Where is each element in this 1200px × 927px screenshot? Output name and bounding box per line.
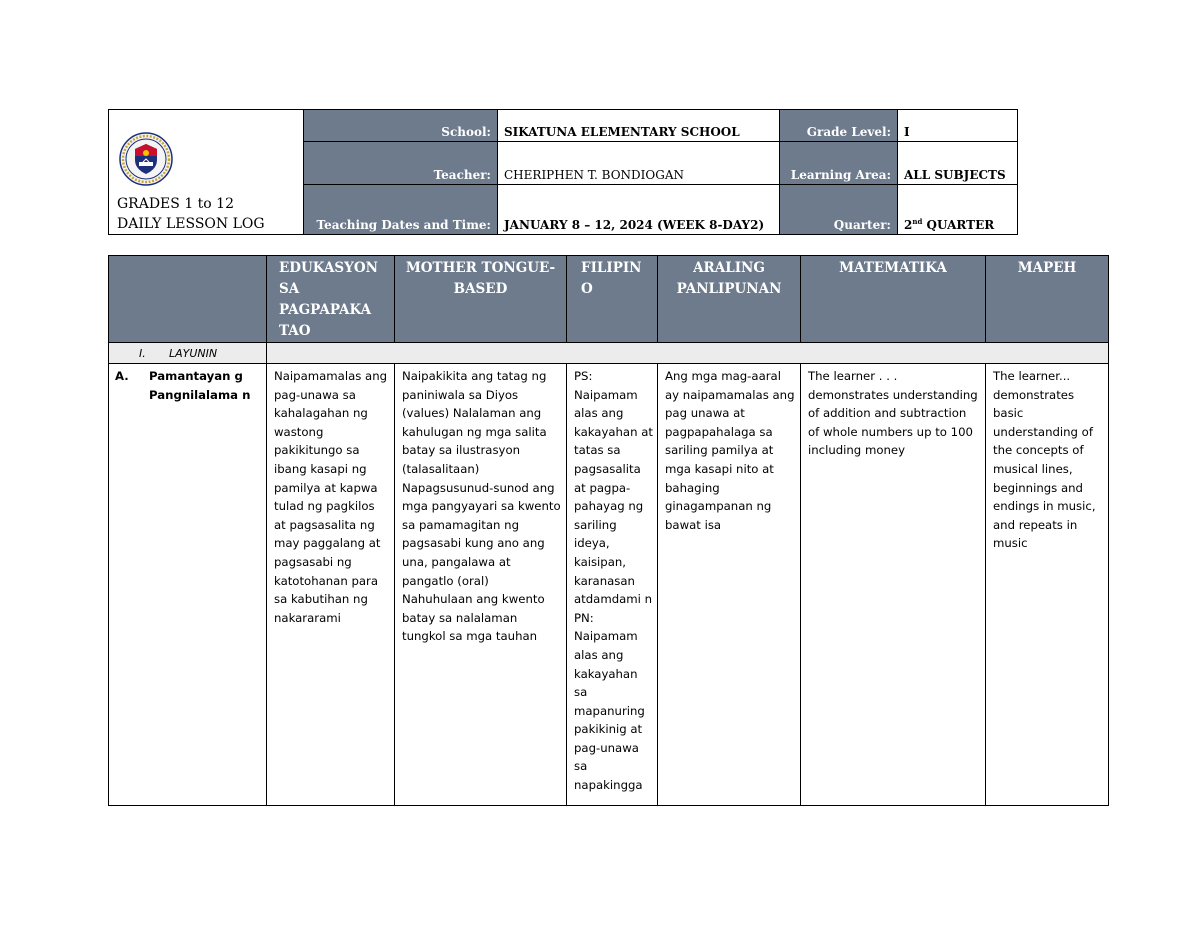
grade-level-label: Grade Level: xyxy=(780,110,898,142)
teacher-label: Teacher: xyxy=(304,142,498,185)
row-label-text: Pamantayan g Pangnilalama n xyxy=(149,369,251,402)
subject-header-math: MATEMATIKA xyxy=(801,256,986,343)
teacher-value: CHERIPHEN T. BONDIOGAN xyxy=(498,142,780,185)
grade-level-value: I xyxy=(898,110,1018,142)
cell-mapeh: The learner... demonstrates basic understanding of the concepts of musical lines, beginnings and endings in music, and repeats in music xyxy=(986,364,1109,806)
subject-header-esp: EDUKASYON SA PAGPAPAKA TAO xyxy=(267,256,395,343)
subject-header-filipino: FILIPIN O xyxy=(567,256,658,343)
cell-filipino xyxy=(567,364,658,806)
deped-seal-icon xyxy=(119,132,173,186)
subject-header-mapeh: MAPEH xyxy=(986,256,1109,343)
cell-mtb: Naipakikita ang tatag ng paniniwala sa Diyos (values) Nalalaman ang kahulugan ng mga salita batay sa ilustrasyon (talasalitaan) Napagsusunud-sunod ang mga pangyayari sa kwento sa pamamagitan ng pagsasabi kung ano ang una, pangalawa at pangatlo (oral) Nahuhulaan ang kwento batay sa nalalaman tungkol sa mga tauhan xyxy=(395,364,567,806)
learning-area-label: Learning Area: xyxy=(780,142,898,185)
teaching-dates-label: Teaching Dates and Time: xyxy=(304,185,498,235)
row-letter: A. xyxy=(115,369,129,383)
quarter-word: QUARTER xyxy=(922,218,995,232)
quarter-suffix: nd xyxy=(912,217,923,226)
cell-esp: Naipamamalas ang pag-unawa sa kahalagahan ng wastong pakikitungo sa ibang kasapi ng pamilya at kapwa tulad ng pagkilos at pagsasalita ng may paggalang at pagsasabi ng katotohanan para sa kabutihan ng nakararami xyxy=(267,364,395,806)
teaching-dates-value: JANUARY 8 – 12, 2024 (WEEK 8-DAY2) xyxy=(498,185,780,235)
grades-title: GRADES 1 to 12 xyxy=(117,196,234,212)
row-label-pamantayang-pangnilalaman xyxy=(109,364,267,806)
learning-area-value: ALL SUBJECTS xyxy=(898,142,1018,185)
section-number: I. xyxy=(139,346,146,360)
quarter-label: Quarter: xyxy=(780,185,898,235)
header-table xyxy=(108,109,1018,235)
section-layunin-label xyxy=(109,343,267,364)
cell-filipino-text: PS: Naipamam alas ang kakayahan at tatas sa pagsasalita at pagpa- pahayag ng sariling ideya, kaisipan, karanasan atdamdami n PN: Naipamam alas ang kakayahan sa mapanuring pakikinig at pag-unawa sa napakingga xyxy=(574,369,653,793)
lesson-table xyxy=(108,255,1109,806)
subject-header-mtb: MOTHER TONGUE-BASED xyxy=(395,256,567,343)
daily-lesson-log-title: DAILY LESSON LOG xyxy=(117,216,265,232)
school-value: SIKATUNA ELEMENTARY SCHOOL xyxy=(498,110,780,142)
subject-header-ap: ARALING PANLIPUNAN xyxy=(658,256,801,343)
logo-cell xyxy=(109,110,304,235)
cell-math: The learner . . . demonstrates understanding of addition and subtraction of whole numbers up to 100 including money xyxy=(801,364,986,806)
section-title: LAYUNIN xyxy=(169,346,218,360)
school-label: School: xyxy=(304,110,498,142)
cell-ap: Ang mga mag-aaral ay naipamamalas ang pag unawa at pagpapahalaga sa sariling pamilya at mga kasapi nito at bahaging ginagampanan ng bawat isa xyxy=(658,364,801,806)
corner-cell xyxy=(109,256,267,343)
quarter-value xyxy=(898,185,1018,235)
section-layunin-fill xyxy=(267,343,1109,364)
quarter-number: 2 xyxy=(904,218,913,232)
